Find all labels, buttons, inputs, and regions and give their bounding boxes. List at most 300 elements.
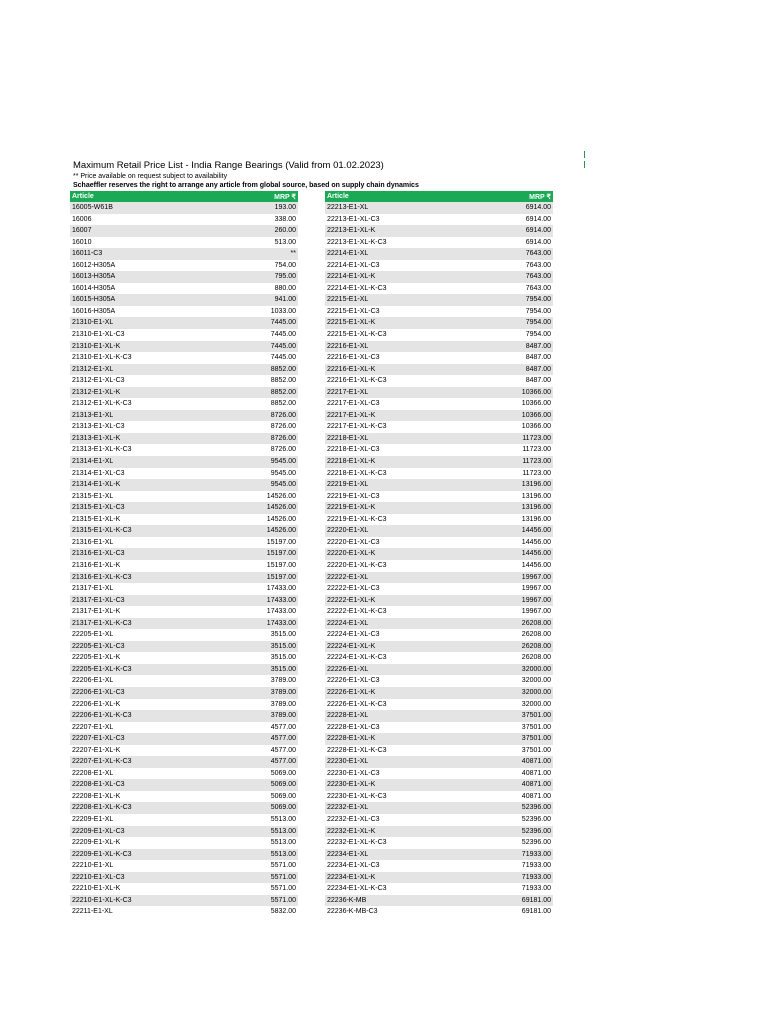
table-row	[325, 779, 553, 791]
mrp-cell: 3515.00	[270, 654, 296, 662]
table-row	[325, 214, 553, 226]
article-cell: 21317-E1-XL-C3	[70, 595, 240, 607]
mrp-cell: 14526.00	[240, 525, 298, 537]
article-cell: 21313-E1-XL	[70, 410, 240, 422]
mrp-cell: 14456.00	[521, 561, 551, 569]
article-cell: 21315-E1-XL-K	[72, 515, 121, 523]
article-cell: 22214-E1-XL-C3	[327, 261, 380, 269]
table-row	[70, 271, 298, 283]
article-cell: 22206-E1-XL-C3	[70, 687, 240, 699]
table-row	[325, 722, 553, 734]
table-row	[325, 341, 553, 353]
article-cell: 21315-E1-XL	[72, 492, 114, 500]
article-cell: 21317-E1-XL-K	[72, 608, 121, 616]
mrp-cell: 40871.00	[521, 792, 551, 800]
article-cell: 22218-E1-XL-C3	[327, 446, 380, 454]
mrp-cell: 7643.00	[495, 271, 553, 283]
table-row	[325, 652, 553, 664]
table-row	[70, 479, 298, 491]
table-row	[325, 479, 553, 491]
mrp-cell: 15197.00	[240, 572, 298, 584]
table-row	[70, 341, 298, 353]
mrp-cell: 26208.00	[495, 618, 553, 630]
mrp-cell: 7954.00	[525, 307, 551, 315]
table-row	[70, 583, 298, 595]
article-cell: 22232-E1-XL-K-C3	[327, 839, 387, 847]
article-cell: 22214-E1-XL-K-C3	[327, 284, 387, 292]
article-cell: 16013-H305A	[70, 271, 240, 283]
mrp-cell: 941.00	[240, 294, 298, 306]
article-cell: 22219-E1-XL-C3	[327, 492, 380, 500]
mrp-cell: 8726.00	[240, 433, 298, 445]
mrp-cell: 3515.00	[240, 641, 298, 653]
table-row	[70, 722, 298, 734]
table-row	[325, 791, 553, 803]
mrp-cell: 7445.00	[240, 317, 298, 329]
mrp-cell: 10366.00	[521, 423, 551, 431]
table-row	[325, 826, 553, 838]
table-row	[325, 444, 553, 456]
mrp-cell: 26208.00	[521, 654, 551, 662]
mrp-cell: 3789.00	[240, 710, 298, 722]
article-cell: 22215-E1-XL-C3	[327, 307, 380, 315]
mrp-cell: 7445.00	[270, 331, 296, 339]
table-row	[325, 699, 553, 711]
mrp-cell: 71933.00	[521, 885, 551, 893]
article-cell: 21317-E1-XL	[72, 585, 114, 593]
table-row	[70, 664, 298, 676]
table-row	[70, 468, 298, 480]
table-row	[70, 514, 298, 526]
table-row	[70, 652, 298, 664]
mrp-cell: 10366.00	[495, 410, 553, 422]
article-cell: 22226-E1-XL-C3	[327, 677, 380, 685]
mrp-cell: 7445.00	[270, 354, 296, 362]
article-cell: 22213-E1-XL-K	[325, 225, 495, 237]
mrp-cell: 19967.00	[495, 572, 553, 584]
mrp-cell: 40871.00	[521, 769, 551, 777]
table-row	[325, 364, 553, 376]
article-cell: 16014-H305A	[72, 284, 116, 292]
document-title: Maximum Retail Price List - India Range Bearings (Valid from 01.02.2023)	[73, 160, 384, 171]
mrp-cell: 5513.00	[240, 826, 298, 838]
mrp-cell: 15197.00	[240, 548, 298, 560]
mrp-cell: 19967.00	[521, 585, 551, 593]
article-cell: 22209-E1-XL-C3	[70, 826, 240, 838]
table-row	[70, 387, 298, 399]
price-table-right	[325, 191, 553, 918]
mrp-cell: 5513.00	[270, 815, 296, 823]
table-row	[325, 398, 553, 410]
mrp-cell: 11723.00	[495, 433, 553, 445]
mrp-cell: 9545.00	[240, 479, 298, 491]
table-row	[70, 860, 298, 872]
mrp-cell: 40871.00	[495, 756, 553, 768]
mrp-cell: 11723.00	[495, 456, 553, 468]
table-row	[70, 629, 298, 641]
article-cell: 21313-E1-XL-K	[70, 433, 240, 445]
article-cell: 22222-E1-XL-K	[325, 595, 495, 607]
mrp-cell: 52396.00	[495, 826, 553, 838]
article-cell: 22230-E1-XL-C3	[327, 769, 380, 777]
article-cell: 22208-E1-XL-K-C3	[70, 802, 240, 814]
table-row	[70, 214, 298, 226]
table-row	[325, 906, 553, 918]
table-row	[325, 664, 553, 676]
article-cell: 22207-E1-XL-C3	[70, 733, 240, 745]
mrp-cell: 8487.00	[525, 354, 551, 362]
table-row	[70, 502, 298, 514]
article-cell: 22205-E1-XL-K	[72, 654, 121, 662]
mrp-cell: 14526.00	[266, 492, 296, 500]
mrp-cell: 15197.00	[266, 561, 296, 569]
article-cell: 22228-E1-XL-K-C3	[327, 746, 387, 754]
table-row	[70, 248, 298, 260]
article-cell: 21315-E1-XL-K-C3	[70, 525, 240, 537]
mrp-cell: 3515.00	[270, 631, 296, 639]
article-cell: 22230-E1-XL-K	[325, 779, 495, 791]
article-cell: 22222-E1-XL-C3	[327, 585, 380, 593]
mrp-cell: 7954.00	[495, 317, 553, 329]
mrp-cell: 32000.00	[495, 687, 553, 699]
table-row	[325, 687, 553, 699]
table-row	[70, 260, 298, 272]
table-row	[70, 687, 298, 699]
table-row	[70, 814, 298, 826]
table-row	[70, 641, 298, 653]
availability-note: ** Price available on request subject to availability	[73, 173, 228, 180]
table-row	[70, 456, 298, 468]
sourcing-note: Schaeffler reserves the right to arrange any article from global source, based on supply chain dynamics	[73, 182, 419, 189]
article-cell: 22216-E1-XL-K	[325, 364, 495, 376]
article-cell: 22206-E1-XL-K	[72, 700, 121, 708]
article-cell: 21310-E1-XL-C3	[72, 331, 125, 339]
table-row	[70, 352, 298, 364]
mrp-cell: 8852.00	[240, 387, 298, 399]
mrp-cell: 754.00	[274, 261, 296, 269]
mrp-cell: 11723.00	[522, 446, 551, 454]
mrp-cell: 880.00	[274, 284, 296, 292]
table-row	[70, 237, 298, 249]
article-cell: 22232-E1-XL-C3	[327, 815, 380, 823]
mrp-cell: 13196.00	[495, 502, 553, 514]
article-cell: 22224-E1-XL-K	[325, 641, 495, 653]
table-row	[70, 329, 298, 341]
mrp-cell: 260.00	[240, 225, 298, 237]
article-cell: 22218-E1-XL-K	[325, 456, 495, 468]
article-cell: 16007	[70, 225, 240, 237]
mrp-cell: 5069.00	[270, 769, 296, 777]
table-row	[325, 410, 553, 422]
table-row	[70, 802, 298, 814]
article-cell: 22208-E1-XL-K	[72, 792, 121, 800]
mrp-cell: 17433.00	[240, 618, 298, 630]
article-cell: 22234-E1-XL	[325, 849, 495, 861]
article-cell: 21316-E1-XL	[72, 538, 114, 546]
table-header-row	[325, 191, 553, 202]
mrp-cell: 3789.00	[270, 677, 296, 685]
mrp-cell: 71933.00	[495, 849, 553, 861]
table-row	[325, 733, 553, 745]
article-cell: 22217-E1-XL-K	[325, 410, 495, 422]
article-cell: 16015-H305A	[70, 294, 240, 306]
green-mark	[584, 151, 585, 158]
table-row	[70, 283, 298, 295]
table-row	[325, 756, 553, 768]
table-row	[325, 329, 553, 341]
mrp-cell: 513.00	[274, 238, 296, 246]
table-row	[325, 237, 553, 249]
article-cell: 22226-E1-XL-K	[325, 687, 495, 699]
article-cell: 22213-E1-XL-K-C3	[327, 238, 387, 246]
table-row	[70, 791, 298, 803]
mrp-cell: 5513.00	[270, 839, 296, 847]
table-row	[70, 606, 298, 618]
table-row	[325, 802, 553, 814]
table-row	[325, 537, 553, 549]
article-cell: 22210-E1-XL-K-C3	[70, 895, 240, 907]
mrp-cell: 11723.00	[522, 469, 551, 477]
article-cell: 22218-E1-XL	[325, 433, 495, 445]
mrp-cell: 7643.00	[525, 284, 551, 292]
mrp-cell: 17433.00	[240, 595, 298, 607]
article-cell: 22205-E1-XL	[72, 631, 114, 639]
green-mark	[584, 161, 585, 168]
mrp-cell: 15197.00	[266, 538, 296, 546]
mrp-cell: 3789.00	[240, 687, 298, 699]
article-cell: 22226-E1-XL	[325, 664, 495, 676]
article-cell: 21316-E1-XL-K	[72, 561, 121, 569]
table-row	[70, 525, 298, 537]
article-cell: 22220-E1-XL-C3	[327, 538, 380, 546]
table-row	[325, 375, 553, 387]
article-cell: 21315-E1-XL-C3	[70, 502, 240, 514]
table-row	[325, 560, 553, 572]
document-header	[73, 160, 553, 190]
mrp-cell: 6914.00	[495, 225, 553, 237]
article-cell: 22224-E1-XL-C3	[327, 631, 380, 639]
table-row	[325, 514, 553, 526]
article-cell: 22228-E1-XL-C3	[327, 723, 380, 731]
table-row	[70, 675, 298, 687]
mrp-cell: 14526.00	[266, 515, 296, 523]
table-row	[70, 745, 298, 757]
mrp-cell: 6914.00	[495, 202, 553, 214]
mrp-cell: 14456.00	[495, 548, 553, 560]
mrp-cell: 8726.00	[270, 423, 296, 431]
table-row	[325, 433, 553, 445]
table-row	[325, 306, 553, 318]
mrp-cell: 4577.00	[240, 733, 298, 745]
table-row	[70, 733, 298, 745]
article-cell: 22214-E1-XL-K	[325, 271, 495, 283]
table-row	[70, 537, 298, 549]
article-cell: 22213-E1-XL-C3	[327, 215, 380, 223]
mrp-cell: 5069.00	[240, 802, 298, 814]
article-cell: 22207-E1-XL-K-C3	[70, 756, 240, 768]
table-row	[70, 618, 298, 630]
table-row	[70, 225, 298, 237]
article-cell: 21310-E1-XL-K-C3	[72, 354, 132, 362]
mrp-cell: 14456.00	[495, 525, 553, 537]
table-row	[325, 710, 553, 722]
table-row	[70, 906, 298, 918]
table-row	[325, 225, 553, 237]
mrp-cell: 5832.00	[270, 908, 296, 916]
article-cell: 22211-E1-XL	[72, 908, 113, 916]
table-row	[325, 352, 553, 364]
mrp-cell: 8726.00	[270, 446, 296, 454]
mrp-cell: 5571.00	[240, 895, 298, 907]
mrp-cell: 5571.00	[270, 862, 296, 870]
mrp-cell: 37501.00	[495, 733, 553, 745]
article-cell: 22228-E1-XL-K	[325, 733, 495, 745]
mrp-cell: 13196.00	[521, 515, 551, 523]
article-cell: 22220-E1-XL-K-C3	[327, 561, 387, 569]
table-row	[70, 202, 298, 214]
table-row	[325, 595, 553, 607]
table-row	[325, 491, 553, 503]
article-cell: 22209-E1-XL-K-C3	[70, 849, 240, 861]
article-column-header: Article	[325, 191, 495, 202]
mrp-cell: 7643.00	[495, 248, 553, 260]
mrp-cell: 14526.00	[240, 502, 298, 514]
article-cell: 21312-E1-XL	[70, 364, 240, 376]
article-cell: 21312-E1-XL-K	[70, 387, 240, 399]
table-row	[325, 883, 553, 895]
mrp-cell: 10366.00	[495, 387, 553, 399]
mrp-cell: 7954.00	[495, 294, 553, 306]
table-row	[325, 675, 553, 687]
mrp-cell: 9545.00	[270, 469, 296, 477]
mrp-cell: 37501.00	[521, 723, 551, 731]
table-row	[70, 595, 298, 607]
table-row	[325, 456, 553, 468]
mrp-cell: 32000.00	[521, 700, 551, 708]
table-row	[70, 433, 298, 445]
table-row	[325, 768, 553, 780]
mrp-cell: 19967.00	[495, 595, 553, 607]
mrp-column-header: MRP ₹	[495, 191, 553, 202]
mrp-cell: **	[240, 248, 298, 260]
article-cell: 22220-E1-XL-K	[325, 548, 495, 560]
table-row	[325, 849, 553, 861]
table-row	[70, 306, 298, 318]
mrp-cell: 52396.00	[521, 839, 551, 847]
mrp-cell: 32000.00	[495, 664, 553, 676]
article-cell: 21312-E1-XL-C3	[72, 377, 125, 385]
table-row	[70, 364, 298, 376]
table-row	[325, 283, 553, 295]
article-cell: 16010	[72, 238, 92, 246]
article-cell: 21314-E1-XL	[70, 456, 240, 468]
mrp-cell: 795.00	[240, 271, 298, 283]
article-cell: 22206-E1-XL-K-C3	[70, 710, 240, 722]
mrp-cell: 6914.00	[525, 215, 551, 223]
table-row	[70, 699, 298, 711]
article-cell: 16005-W61B	[70, 202, 240, 214]
mrp-cell: 5571.00	[270, 885, 296, 893]
mrp-cell: 37501.00	[495, 710, 553, 722]
article-cell: 21313-E1-XL-K-C3	[72, 446, 132, 454]
article-cell: 21317-E1-XL-K-C3	[70, 618, 240, 630]
article-cell: 22219-E1-XL-K	[325, 502, 495, 514]
table-row	[325, 837, 553, 849]
mrp-cell: 13196.00	[495, 479, 553, 491]
table-row	[325, 572, 553, 584]
article-cell: 21312-E1-XL-K-C3	[72, 400, 132, 408]
mrp-cell: 8487.00	[495, 341, 553, 353]
mrp-cell: 8487.00	[525, 377, 551, 385]
article-cell: 22215-E1-XL-K	[325, 317, 495, 329]
mrp-cell: 8852.00	[240, 364, 298, 376]
table-row	[70, 872, 298, 884]
article-cell: 22209-E1-XL	[72, 815, 114, 823]
mrp-cell: 40871.00	[495, 779, 553, 791]
article-cell: 22207-E1-XL-K	[72, 746, 121, 754]
article-cell: 22222-E1-XL	[325, 572, 495, 584]
mrp-cell: 10366.00	[521, 400, 551, 408]
article-cell: 22219-E1-XL	[325, 479, 495, 491]
article-cell: 21310-E1-XL	[70, 317, 240, 329]
mrp-cell: 37501.00	[521, 746, 551, 754]
mrp-cell: 5571.00	[240, 872, 298, 884]
article-cell: 22230-E1-XL	[325, 756, 495, 768]
article-cell: 22210-E1-XL-C3	[70, 872, 240, 884]
article-cell: 22205-E1-XL-C3	[70, 641, 240, 653]
article-cell: 22209-E1-XL-K	[72, 839, 121, 847]
table-row	[70, 837, 298, 849]
article-cell: 22214-E1-XL	[325, 248, 495, 260]
article-cell: 22234-E1-XL-K	[325, 872, 495, 884]
article-cell: 22207-E1-XL	[72, 723, 114, 731]
mrp-cell: 4577.00	[240, 756, 298, 768]
table-row	[70, 779, 298, 791]
table-row	[325, 860, 553, 872]
article-cell: 22226-E1-XL-K-C3	[327, 700, 387, 708]
mrp-cell: 14456.00	[521, 538, 551, 546]
table-row	[325, 294, 553, 306]
table-row	[70, 826, 298, 838]
mrp-cell: 6914.00	[525, 238, 551, 246]
table-row	[70, 421, 298, 433]
article-cell: 22210-E1-XL-K	[72, 885, 121, 893]
table-row	[70, 548, 298, 560]
mrp-cell: 9545.00	[240, 456, 298, 468]
price-table-left	[70, 191, 298, 918]
mrp-cell: 69181.00	[495, 895, 553, 907]
article-cell: 22224-E1-XL-K-C3	[327, 654, 387, 662]
mrp-cell: 26208.00	[521, 631, 551, 639]
article-cell: 22216-E1-XL-C3	[327, 354, 380, 362]
article-cell: 21313-E1-XL-C3	[72, 423, 125, 431]
article-cell: 22217-E1-XL-K-C3	[327, 423, 387, 431]
mrp-cell: 17433.00	[266, 608, 296, 616]
article-cell: 16006	[72, 215, 92, 223]
article-cell: 22232-E1-XL	[325, 802, 495, 814]
table-row	[325, 629, 553, 641]
mrp-cell: 71933.00	[495, 872, 553, 884]
table-row	[325, 583, 553, 595]
table-row	[325, 618, 553, 630]
table-row	[70, 572, 298, 584]
mrp-cell: 5069.00	[270, 792, 296, 800]
table-row	[70, 317, 298, 329]
table-row	[70, 768, 298, 780]
green-marks	[584, 151, 585, 171]
article-cell: 22234-E1-XL-C3	[327, 862, 380, 870]
table-row	[325, 548, 553, 560]
